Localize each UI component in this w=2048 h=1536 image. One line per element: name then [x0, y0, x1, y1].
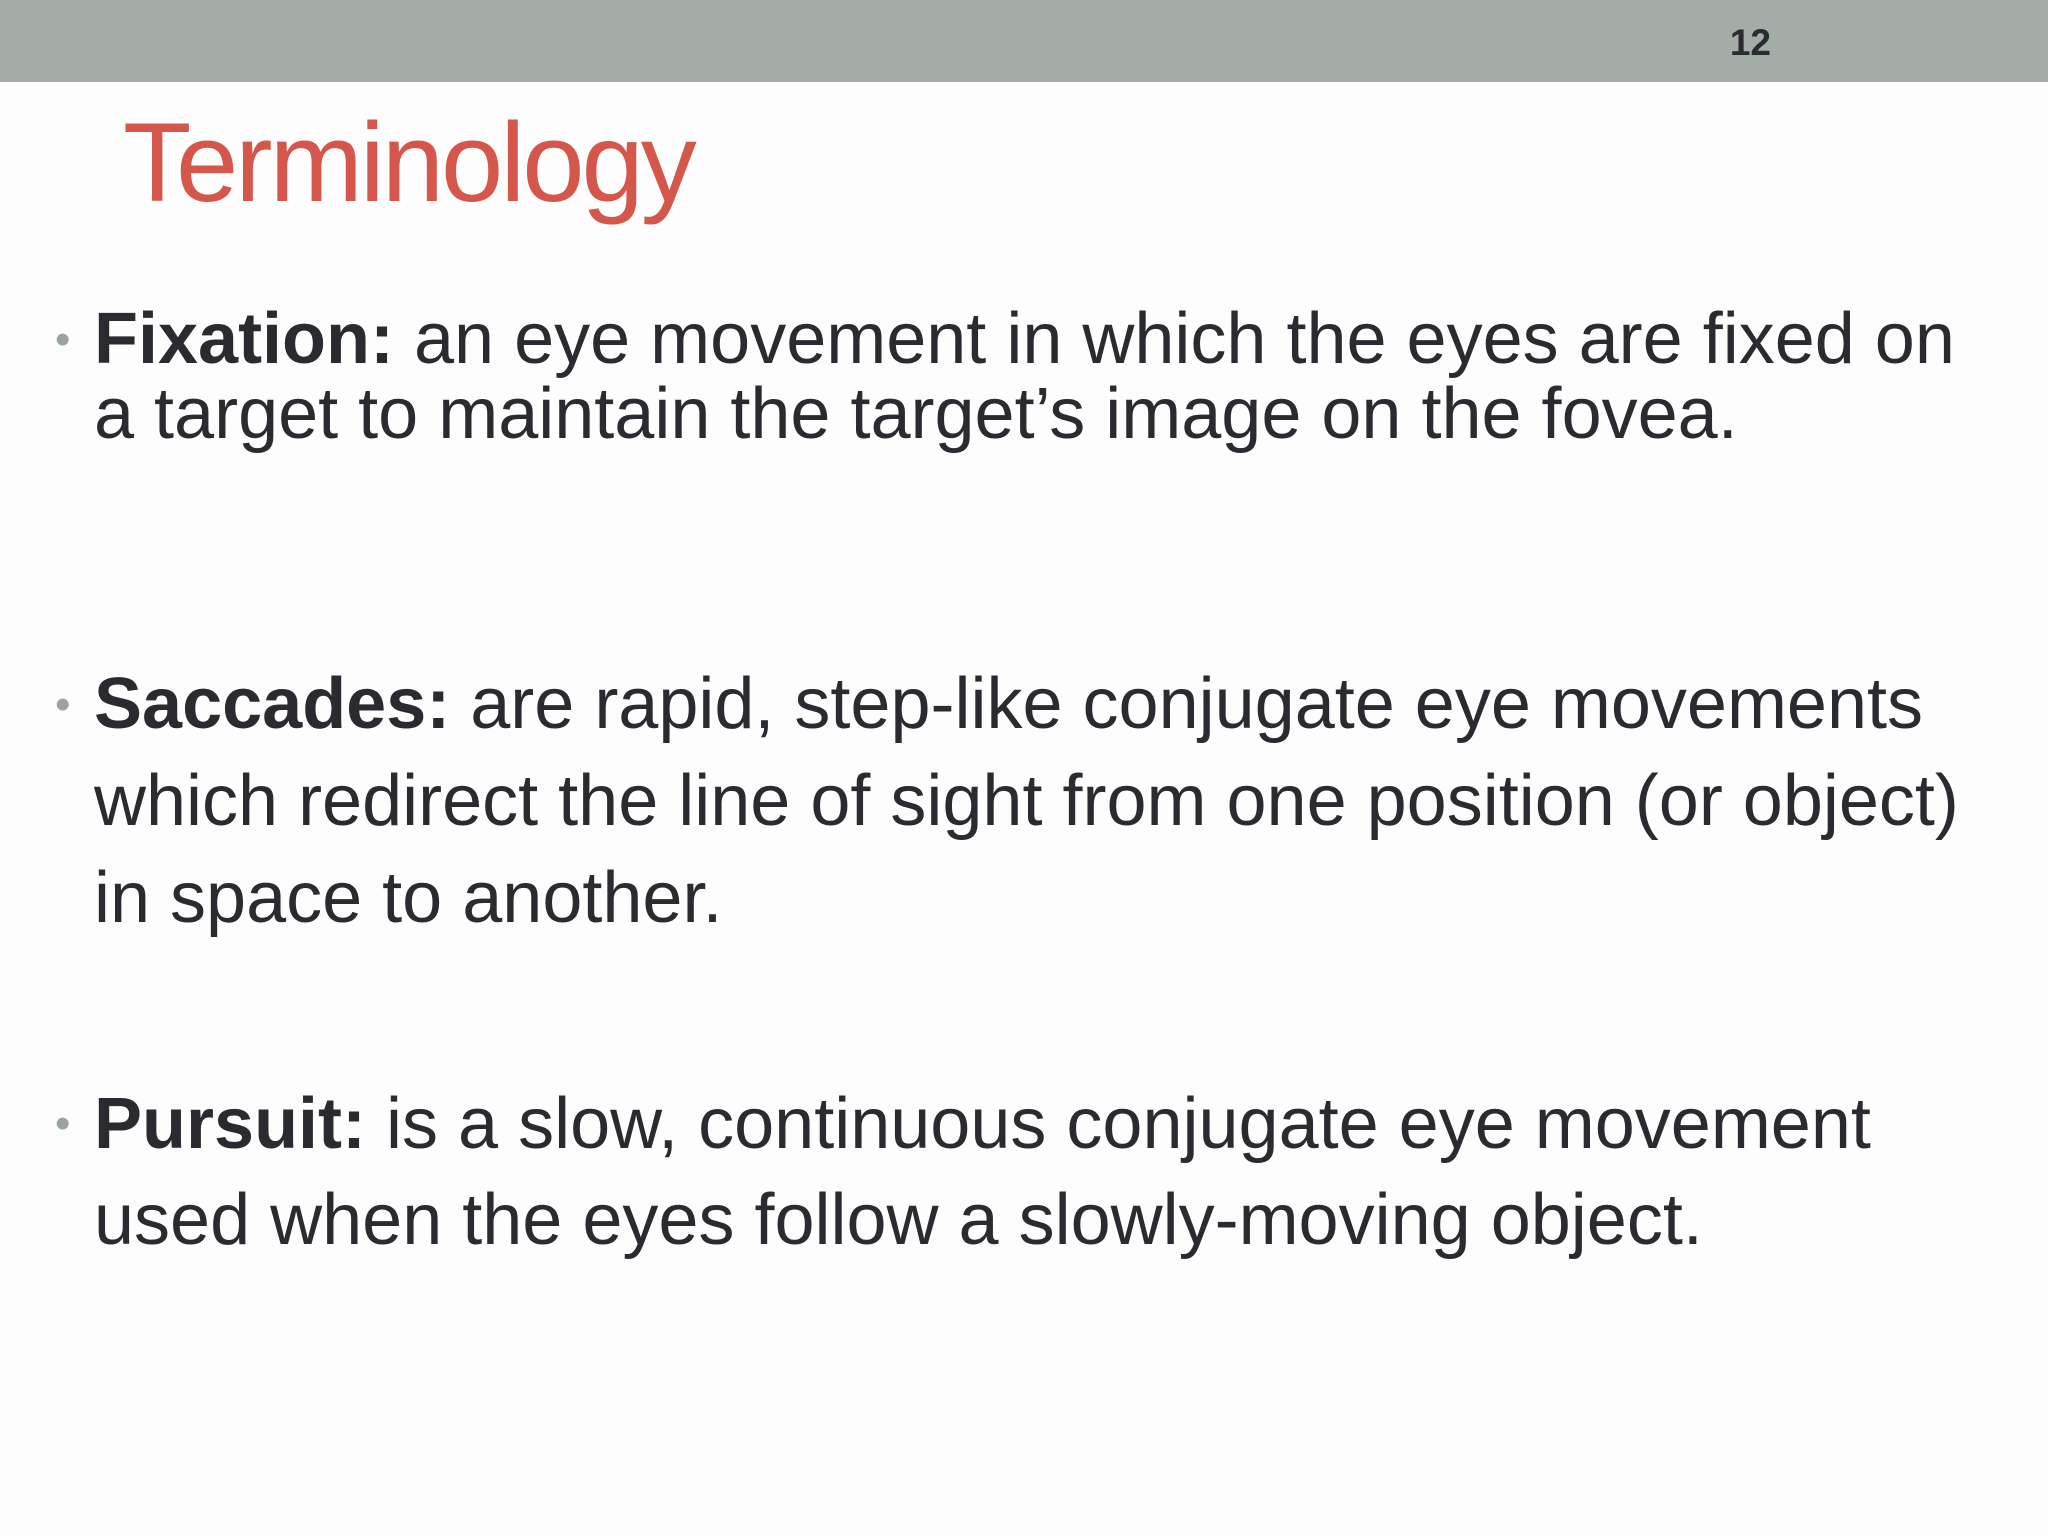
term-fixation: Fixation: — [94, 299, 394, 379]
bullet-dot-icon: • — [55, 680, 71, 729]
bullet-dot-icon: • — [55, 315, 71, 364]
bullet-item-pursuit — [55, 1076, 2004, 1268]
slide-number: 12 — [1729, 22, 1771, 63]
slide-title: Terminology — [123, 100, 694, 225]
definition-pursuit: is a slow, continuous conjugate eye movement used when the eyes follow a slowly-moving object. — [94, 1084, 1871, 1260]
bullet-dot-icon: • — [55, 1099, 71, 1148]
definition-saccades: are rapid, step-like conjugate eye movements which redirect the line of sight from one position (or object) in space to another. — [94, 664, 1959, 938]
bullet-item-fixation — [55, 299, 2004, 454]
term-saccades: Saccades: — [94, 664, 451, 744]
header-bar — [0, 0, 2048, 82]
term-pursuit: Pursuit: — [94, 1084, 367, 1164]
definition-fixation: an eye movement in which the eyes are fixed on a target to maintain the target’s image on the fovea. — [94, 299, 1955, 454]
bullet-item-saccades — [55, 656, 2004, 947]
